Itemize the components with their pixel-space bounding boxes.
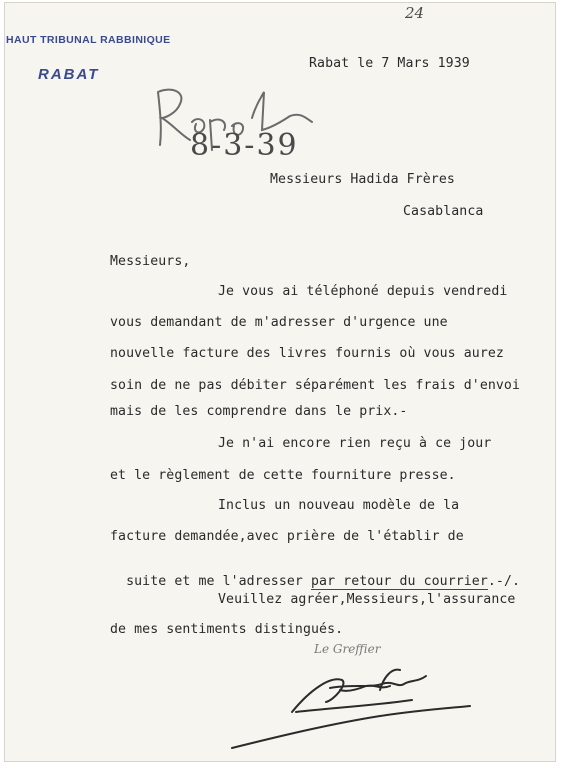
body-line: et le règlement de cette fourniture presse. <box>110 468 456 483</box>
body-line-with-underline <box>110 559 520 589</box>
body-line: Je n'ai encore rien reçu à ce jour <box>218 436 492 451</box>
body-line-text: suite et me l'adresser <box>126 574 303 589</box>
handwritten-greffier-label: Le Greffier <box>314 642 381 656</box>
underlined-phrase: par retour du courrier <box>311 574 488 589</box>
body-line: Inclus un nouveau modèle de la <box>218 498 460 513</box>
recipient-city: Casablanca <box>403 204 484 219</box>
recipient-name: Messieurs Hadida Frères <box>270 172 455 187</box>
body-line: soin de ne pas débiter séparément les frais d'envoi <box>110 378 521 393</box>
tribunal-stamp-line1: HAUT TRIBUNAL RABBINIQUE <box>6 34 171 46</box>
page-number: 24 <box>405 4 425 22</box>
body-line: Veuillez agréer,Messieurs,l'assurance <box>218 592 516 607</box>
body-line: facture demandée,avec prière de l'établir de <box>110 529 464 544</box>
body-line: mais de les comprendre dans le prix.- <box>110 404 408 419</box>
body-line: vous demandant de m'adresser d'urgence une <box>110 315 448 330</box>
body-line: de mes sentiments distingués. <box>110 622 344 637</box>
salutation: Messieurs, <box>110 254 191 269</box>
body-line-end: .-/. <box>487 574 521 589</box>
handwritten-date-note: 8-3-39 <box>190 128 299 163</box>
body-line: nouvelle facture des livres fournis où vous aurez <box>110 346 504 361</box>
tribunal-stamp-line2: RABAT <box>38 66 100 83</box>
body-line: Je vous ai téléphoné depuis vendredi <box>218 284 508 299</box>
place-and-date: Rabat le 7 Mars 1939 <box>309 56 470 71</box>
